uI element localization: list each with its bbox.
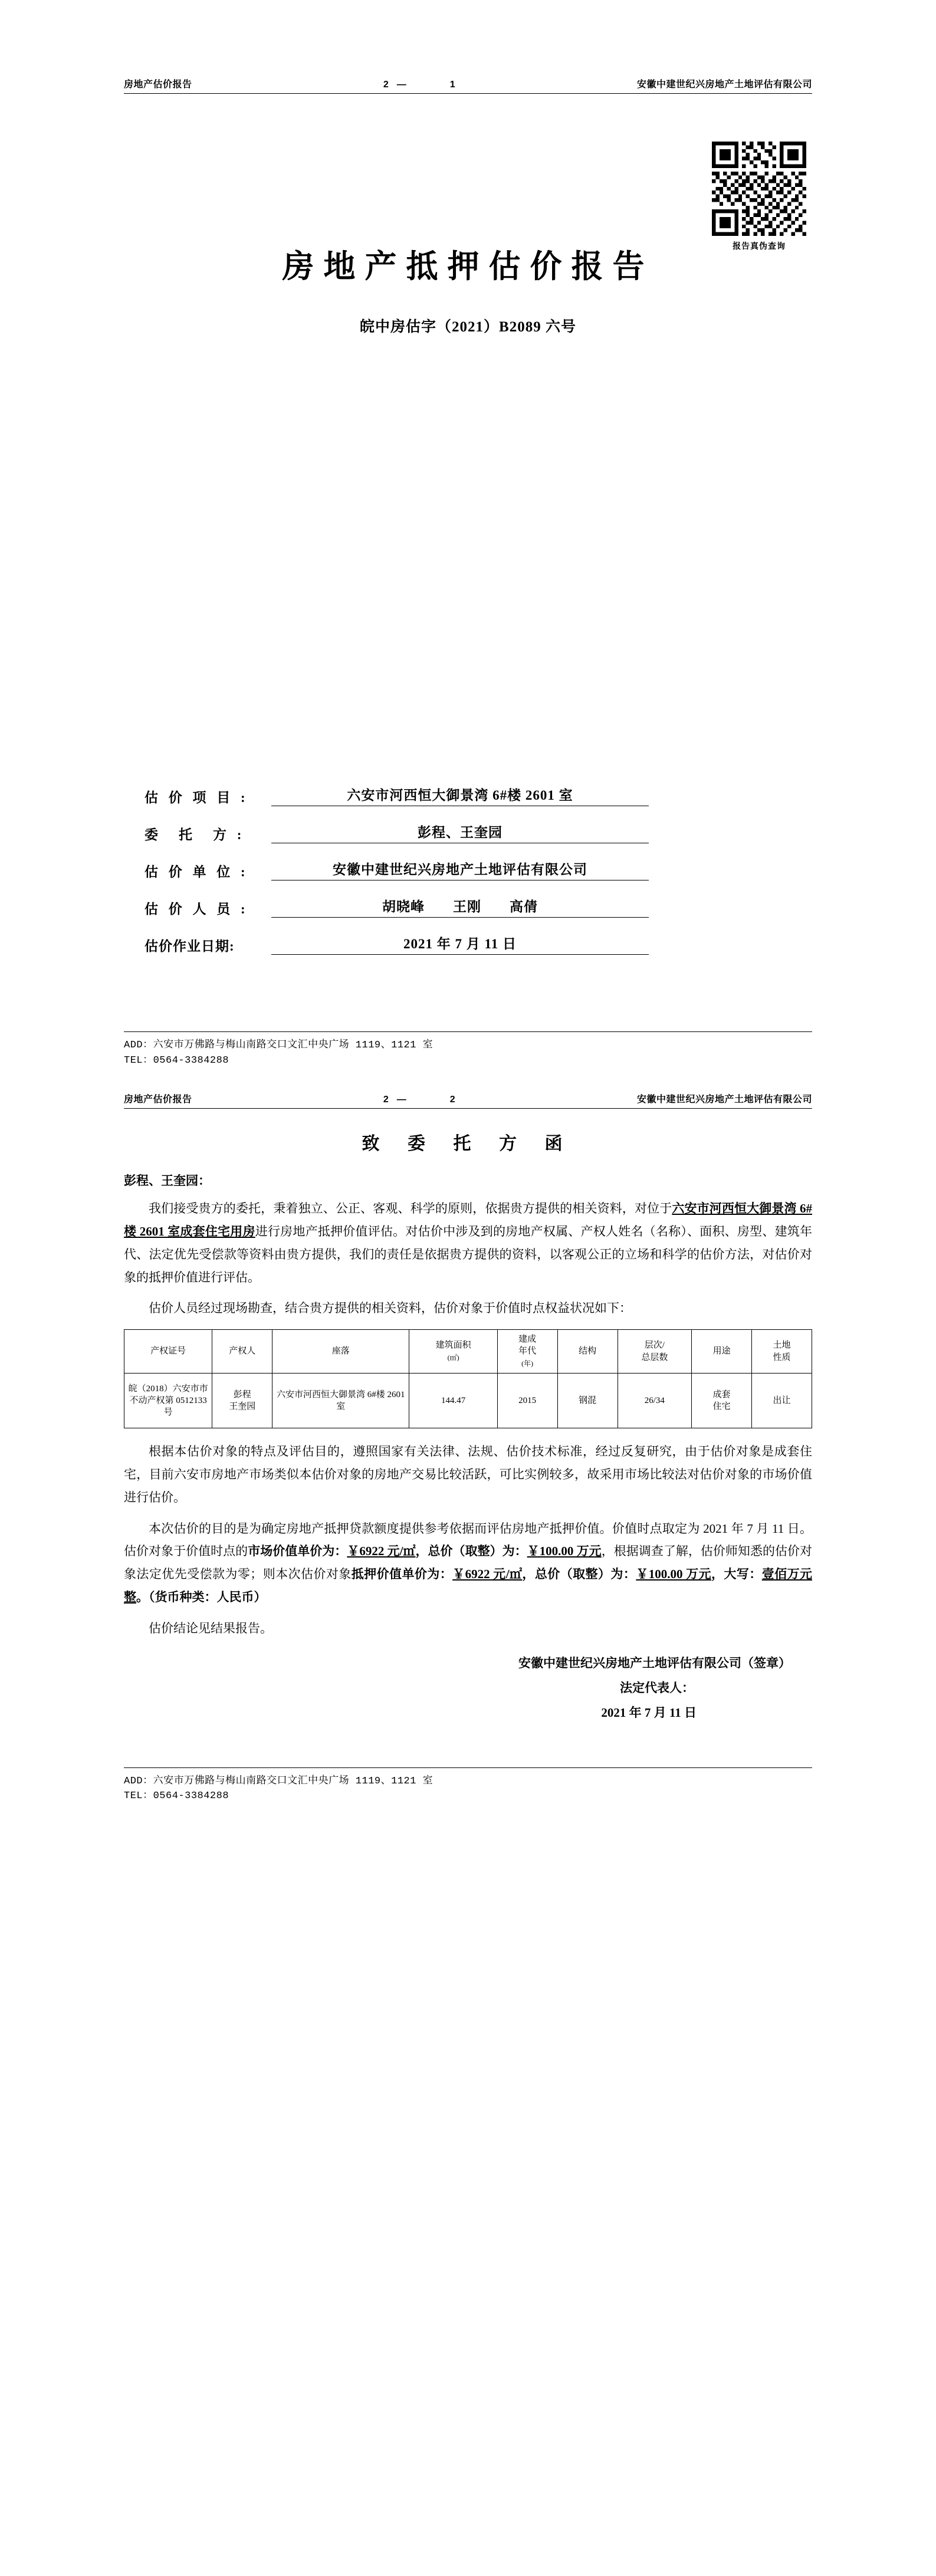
footer-page2 — [124, 1767, 812, 1804]
paragraph-1 — [124, 1197, 812, 1289]
paragraph-4-part-i: ，大写： — [711, 1567, 762, 1582]
field-value-client: 彭程、王奎园 — [271, 822, 649, 843]
signature-block — [124, 1651, 812, 1725]
footer-page1 — [124, 1031, 812, 1068]
field-row-appraisers — [144, 896, 812, 918]
field-label-project: 估 价 项 目 : — [144, 790, 249, 805]
paragraph-4-mortgage-unit-price: ￥6922 元/㎡ — [452, 1567, 523, 1582]
field-label-date: 估价作业日期: — [144, 939, 235, 954]
running-header-right: 安徽中建世纪兴房地产土地评估有限公司 — [636, 80, 812, 90]
field-row-project — [144, 784, 812, 806]
paragraph-4-part-k: 。（货币种类：人民币） — [136, 1590, 267, 1605]
letter-salutation: 彭程、王奎园： — [124, 1174, 211, 1188]
footer-telephone: TEL：0564-3384288 — [124, 1054, 229, 1066]
footer-telephone: TEL：0564-3384288 — [124, 1790, 229, 1802]
table-row — [124, 1373, 812, 1428]
td-certificate-no: 皖（2018）六安市市不动产权第 0512133 号 — [124, 1373, 212, 1428]
paragraph-4-mortgage-total-price: ￥100.00 万元 — [636, 1567, 711, 1582]
paragraph-4-part-c: ，总价（取整）为： — [415, 1544, 527, 1559]
field-value-appraisal-company: 安徽中建世纪兴房地产土地评估有限公司 — [271, 859, 649, 880]
field-label-client: 委 托 方 : — [144, 827, 245, 842]
paragraph-4-part-e: ，根据调查了解，估价师知悉的估价对象法定优先受偿款为零；则本次估价对象 — [124, 1544, 813, 1582]
paragraph-4-part-g: ，总价（取整）为： — [522, 1567, 636, 1582]
field-value-date: 2021 年 7 月 11 日 — [271, 933, 649, 955]
th-building-area: 建筑面积 (㎡) — [409, 1330, 497, 1374]
paragraph-4-amount-in-words: 壹佰万元整 — [124, 1567, 813, 1605]
document-number: 皖中房估字（2021）B2089 六号 — [360, 319, 576, 335]
field-value-appraisers: 胡晓峰 王刚 高倩 — [271, 896, 649, 918]
td-land-nature: 出让 — [752, 1373, 812, 1428]
paragraph-4-mortgage-value-label: 抵押价值单价为： — [351, 1567, 453, 1582]
cover-fields — [124, 784, 812, 955]
paragraph-1-part-b: 进行房地产抵押价值评估。对估价中涉及到的房地产权属、产权人姓名（名称）、面积、房型、建筑年代、法定优先受偿款等资料由贵方提供，我们的责任是依据贵方提供的资料，以客观公正的立场和科学的估价方法，对估价对象的抵押价值进行评估。 — [124, 1224, 813, 1284]
td-built-year: 2015 — [497, 1373, 557, 1428]
qr-code-icon — [712, 142, 806, 236]
th-usage: 用途 — [692, 1330, 752, 1374]
paragraph-3: 根据本估价对象的特点及评估目的，遵照国家有关法律、法规、估价技术标准，经过反复研究，由于估价对象是成套住宅，目前六安市房地产市场类似本估价对象的房地产交易比较活跃，可比实例较多，故采用市场比较法对估价对象的市场价值进行估价。 — [124, 1444, 812, 1504]
paragraph-2: 估价人员经过现场勘查，结合贵方提供的相关资料，估价对象于价值时点权益状况如下： — [149, 1301, 632, 1316]
td-floor: 26/34 — [618, 1373, 692, 1428]
table-header-row — [124, 1330, 812, 1374]
td-location: 六安市河西恒大御景湾 6#楼 2601 室 — [272, 1373, 409, 1428]
qr-verification-block — [706, 142, 812, 252]
signature-legal-representative: 法定代表人： — [620, 1680, 694, 1695]
th-structure: 结构 — [557, 1330, 618, 1374]
field-label-appraisal-company: 估 价 单 位 : — [144, 865, 249, 879]
th-certificate-no: 产权证号 — [124, 1330, 212, 1374]
running-header-right: 安徽中建世纪兴房地产土地评估有限公司 — [636, 1095, 812, 1105]
td-building-area: 144.47 — [409, 1373, 497, 1428]
footer-address: ADD：六安市万佛路与梅山南路交口文汇中央广场 1119、1121 室 — [124, 1040, 433, 1051]
paragraph-1-subject-underlined: 六安市河西恒大御景湾 6#楼 2601 室成套住宅用房 — [124, 1201, 813, 1238]
field-label-appraisers: 估 价 人 员 : — [144, 902, 249, 916]
paragraph-4-market-value-label: 市场价值单价为： — [248, 1544, 347, 1559]
qr-caption: 报告真伪查询 — [733, 241, 786, 251]
paragraph-4-part-a: 本次估价的目的是为确定房地产抵押贷款额度提供参考依据而评估房地产抵押价值。价值时点取定为 2021 年 7 月 11 日。估价对象于价值时点的 — [124, 1521, 812, 1559]
paragraph-4 — [124, 1517, 812, 1609]
field-row-date — [144, 933, 812, 955]
letter-title: 致 委 托 方 函 — [362, 1134, 574, 1154]
td-usage: 成套 住宅 — [692, 1373, 752, 1428]
running-header-left: 房地产估价报告 — [124, 80, 192, 90]
paragraph-4-market-total-price: ￥100.00 万元 — [527, 1544, 602, 1559]
field-row-appraisal-company — [144, 859, 812, 880]
running-header-page2 — [124, 1092, 812, 1109]
paragraph-4-market-unit-price: ￥6922 元/㎡ — [347, 1544, 416, 1559]
td-owner: 彭程 王奎园 — [212, 1373, 272, 1428]
running-header-page-number: 2— 2 — [383, 1095, 464, 1105]
property-info-table — [124, 1329, 812, 1428]
field-row-client — [144, 822, 812, 843]
signature-company: 安徽中建世纪兴房地产土地评估有限公司（签章） — [518, 1655, 791, 1670]
paragraph-1-part-a: 我们接受贵方的委托，秉着独立、公正、客观、科学的原则，依据贵方提供的相关资料，对位于 — [149, 1201, 672, 1215]
running-header-page-number: 2— 1 — [383, 80, 464, 90]
running-header-left: 房地产估价报告 — [124, 1095, 192, 1105]
page-2 — [0, 1068, 936, 1804]
th-owner: 产权人 — [212, 1330, 272, 1374]
running-header-page1 — [124, 77, 812, 94]
th-land-nature: 土地 性质 — [752, 1330, 812, 1374]
th-built-year: 建成 年代 (年) — [497, 1330, 557, 1374]
th-floor: 层次/ 总层数 — [618, 1330, 692, 1374]
th-location: 座落 — [272, 1330, 409, 1374]
td-structure: 钢混 — [557, 1373, 618, 1428]
document-title: 房地产抵押估价报告 — [282, 249, 654, 284]
paragraph-5: 估价结论见结果报告。 — [149, 1621, 272, 1635]
footer-address: ADD：六安市万佛路与梅山南路交口文汇中央广场 1119、1121 室 — [124, 1775, 433, 1787]
signature-date: 2021 年 7 月 11 日 — [601, 1705, 697, 1720]
field-value-project: 六安市河西恒大御景湾 6#楼 2601 室 — [271, 784, 649, 806]
page-1 — [0, 0, 936, 1068]
